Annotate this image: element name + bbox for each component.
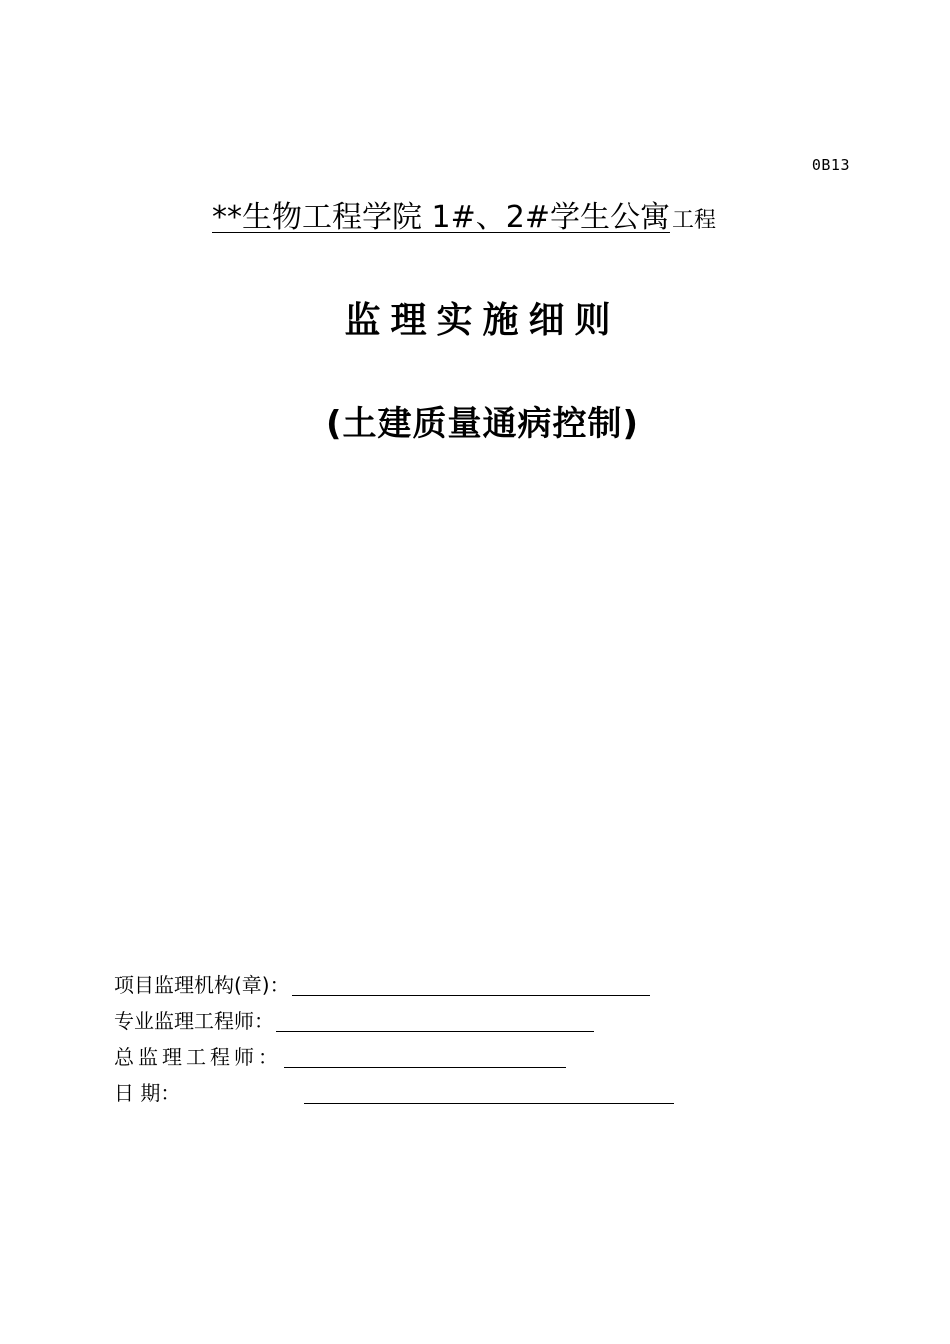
chief-engineer-row (114, 1044, 674, 1070)
project-name: **生物工程学院 1#、2#学生公寓 (212, 200, 670, 235)
org-seal-label: 项目监理机构(章)： (114, 973, 290, 997)
signature-block (114, 972, 674, 1116)
date-label (114, 1077, 302, 1106)
document-code: 0B13 (811, 156, 850, 174)
project-suffix: 工程 (671, 208, 716, 233)
date-label-left: 日 (114, 1081, 134, 1105)
specialist-engineer-line (276, 1011, 594, 1032)
specialist-engineer-row (114, 1008, 674, 1034)
org-seal-line (292, 975, 650, 996)
org-seal-row (114, 972, 674, 998)
chief-engineer-line (284, 1047, 566, 1068)
specialist-engineer-label: 专业监理工程师： (114, 1009, 274, 1033)
date-label-right: 期： (140, 1081, 181, 1105)
date-row (114, 1080, 674, 1106)
document-subtitle: (土建质量通病控制) (325, 404, 640, 444)
date-line (304, 1083, 674, 1104)
document-title: 监理实施细则 (344, 300, 621, 341)
chief-engineer-label: 总监理工程师： (114, 1045, 282, 1069)
project-line (192, 192, 716, 236)
